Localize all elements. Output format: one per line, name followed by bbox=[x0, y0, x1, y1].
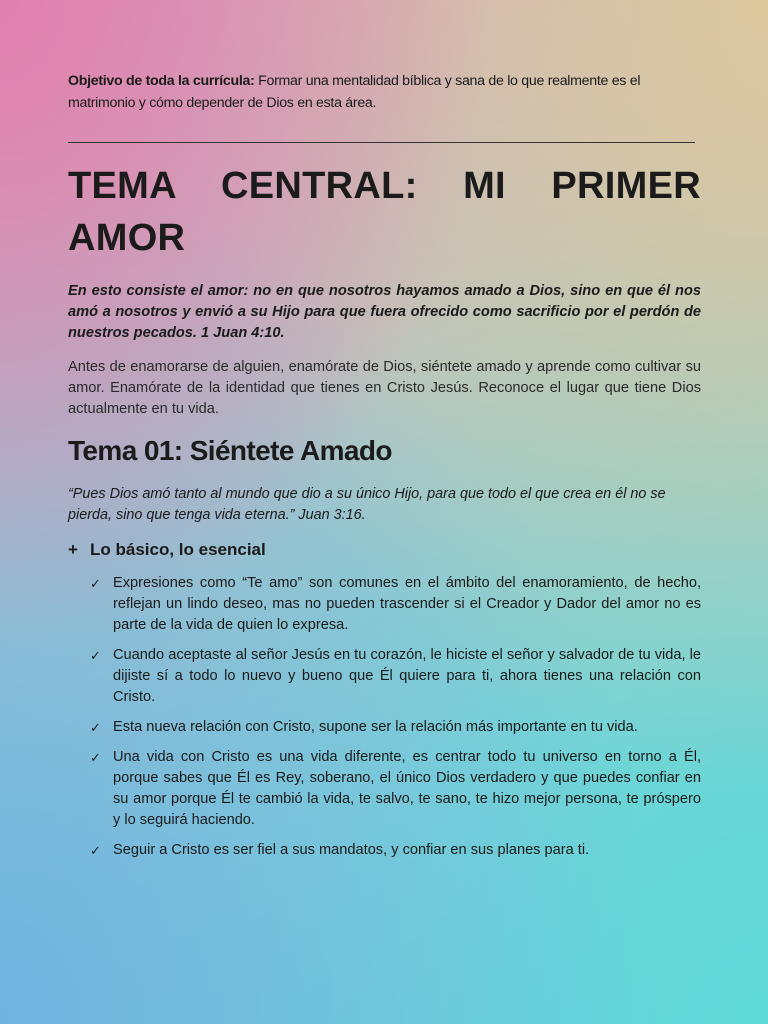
objective-text: Formar una mentalidad bíblica y sana de lo que realmente es el matrimonio y cómo depender de Dios en esta área. bbox=[68, 73, 641, 111]
horizontal-divider bbox=[68, 142, 695, 143]
intro-paragraph: Antes de enamorarse de alguien, enamórate de Dios, siéntete amado y aprende como cultivar su amor. Enamórate de la identidad que tienes en Cristo Jesús. Reconoce el lugar que tiene Dios actualmente en tu vida. bbox=[68, 359, 701, 417]
section-title: Lo básico, lo esencial bbox=[90, 540, 266, 559]
checkmark-icon: ✓ bbox=[90, 576, 101, 591]
checkmark-icon: ✓ bbox=[90, 648, 101, 663]
list-item bbox=[90, 717, 701, 738]
section-heading bbox=[68, 538, 266, 562]
list-item bbox=[90, 747, 701, 831]
list-item bbox=[90, 840, 701, 861]
list-item-text: Seguir a Cristo es ser fiel a sus mandatos, y confiar en sus planes para ti. bbox=[113, 842, 590, 858]
checkmark-icon: ✓ bbox=[90, 720, 101, 735]
curriculum-objective bbox=[68, 70, 701, 114]
list-item-text: Expresiones como “Te amo” son comunes en el ámbito del enamoramiento, de hecho, reflejan un lindo deseo, mas no pueden trascender si el Creador y Dador del amor no es parte de la vida de quien lo expresa. bbox=[113, 575, 701, 633]
list-item bbox=[90, 645, 701, 708]
key-verse: En esto consiste el amor: no en que nosotros hayamos amado a Dios, sino en que él nos amó a nosotros y envió a su Hijo para que fuera ofrecido como sacrificio por el perdón de nuestros pecados. 1 Juan 4:10. bbox=[68, 283, 701, 341]
objective-label: Objetivo de toda la currícula: bbox=[68, 73, 255, 89]
main-title: TEMA CENTRAL: MI PRIMER AMOR bbox=[68, 165, 701, 259]
bullet-list bbox=[90, 573, 701, 870]
list-item-text: Esta nueva relación con Cristo, supone ser la relación más importante en tu vida. bbox=[113, 719, 638, 735]
list-item-text: Cuando aceptaste al señor Jesús en tu corazón, le hiciste el señor y salvador de tu vida, le dijiste sí a todo lo nuevo y bueno que Él quiere para ti, ahora tienes una relación con Cristo. bbox=[113, 647, 701, 705]
checkmark-icon: ✓ bbox=[90, 750, 101, 765]
topic-verse: “Pues Dios amó tanto al mundo que dio a su único Hijo, para que todo el que crea en él no se pierda, sino que tenga vida eterna.” Juan 3:16. bbox=[68, 486, 666, 523]
checkmark-icon: ✓ bbox=[90, 843, 101, 858]
plus-icon: + bbox=[68, 540, 78, 559]
list-item-text: Una vida con Cristo es una vida diferente, es centrar todo tu universo en torno a Él, porque sabes que Él es Rey, soberano, el único Dios verdadero y que puedes confiar en su amor porque Él te cambió la vida, te salvo, te sano, te hizo mejor persona, te próspero y lo seguirá haciendo. bbox=[113, 749, 701, 828]
topic-title: Tema 01: Siéntete Amado bbox=[68, 435, 392, 466]
list-item bbox=[90, 573, 701, 636]
